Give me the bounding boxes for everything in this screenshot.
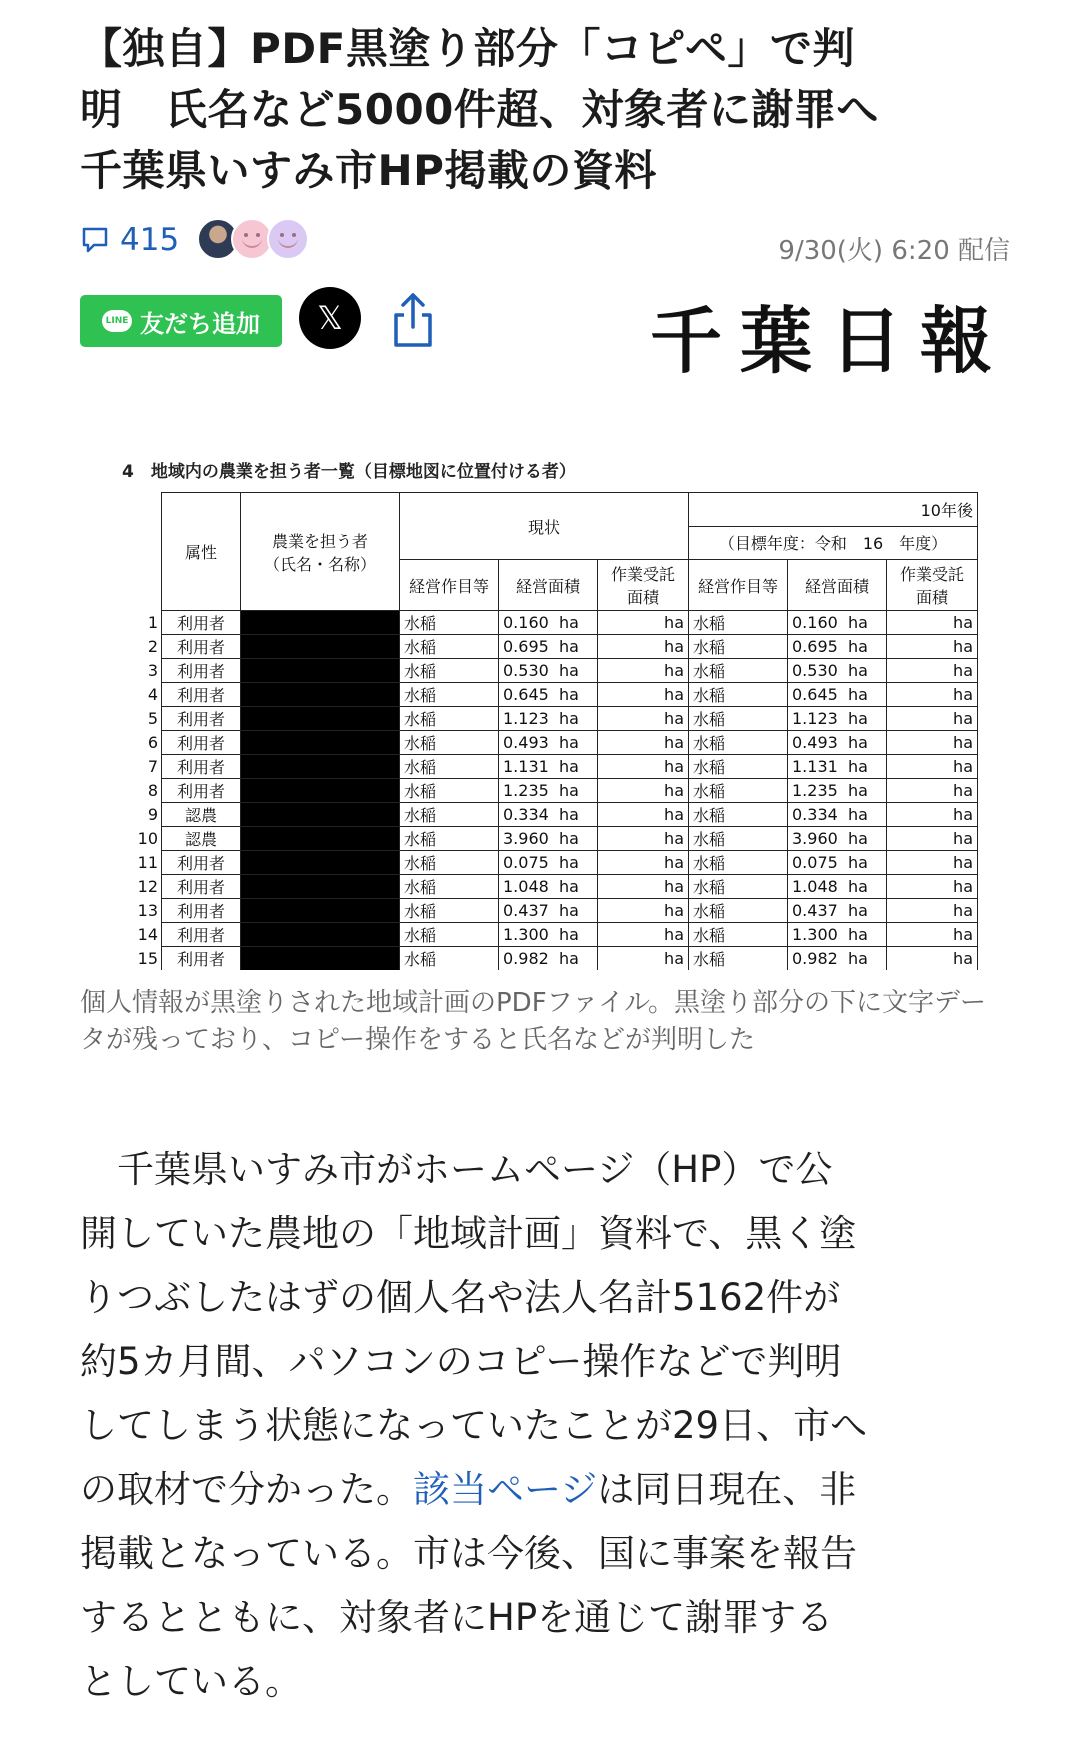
contract-cell: ha [887, 659, 978, 683]
area-cell: 1.048 ha [788, 875, 887, 899]
redacted-name-cell [241, 683, 400, 707]
area-cell: 1.131 ha [499, 755, 598, 779]
table-row [130, 875, 978, 899]
table-row [130, 611, 978, 635]
share-icon[interactable] [390, 291, 436, 349]
body-line: してしまう状態になっていたことが29日、市へ [80, 1404, 868, 1447]
area-cell: 0.493 ha [788, 731, 887, 755]
table-row [130, 683, 978, 707]
attribute-cell: 認農 [162, 803, 241, 827]
table-row [130, 779, 978, 803]
crop-cell: 水稲 [689, 923, 788, 947]
contract-cell: ha [887, 731, 978, 755]
area-cell: 0.160 ha [499, 611, 598, 635]
crop-cell: 水稲 [689, 611, 788, 635]
crop-cell: 水稲 [689, 851, 788, 875]
table-row [130, 731, 978, 755]
row-number: 12 [137, 877, 158, 896]
crop-cell: 水稲 [400, 731, 499, 755]
redacted-name-cell [241, 707, 400, 731]
contract-cell: ha [887, 899, 978, 923]
article-headline [80, 18, 980, 201]
row-number: 14 [137, 925, 158, 944]
row-number: 1 [147, 613, 158, 632]
row-number: 10 [137, 829, 158, 848]
redacted-name-cell [241, 755, 400, 779]
row-number: 5 [147, 709, 158, 728]
crop-cell: 水稲 [689, 683, 788, 707]
body-line: するとともに、対象者にHPを通じて謝罪する [80, 1596, 834, 1639]
related-page-link[interactable]: 該当ページ [413, 1468, 598, 1511]
header-farmer: 農業を担う者 （氏名・名称） [241, 493, 400, 611]
contract-cell: ha [598, 947, 689, 971]
photo-caption: 個人情報が黒塗りされた地域計画のPDFファイル。黒塗り部分の下に文字データが残っており、コピー操作をすると氏名などが判明した [80, 988, 987, 1055]
table-row [130, 659, 978, 683]
body-text-fragment: の取材で分かった。 [80, 1468, 413, 1511]
share-row [80, 287, 1010, 383]
contract-cell: ha [887, 779, 978, 803]
contract-cell: ha [598, 683, 689, 707]
table-row [130, 755, 978, 779]
table-row [130, 851, 978, 875]
line-button-label: 友だち追加 [140, 309, 260, 338]
contract-cell: ha [887, 947, 978, 971]
attribute-cell: 利用者 [162, 611, 241, 635]
contract-cell: ha [598, 875, 689, 899]
crop-cell: 水稲 [400, 611, 499, 635]
area-cell: 0.437 ha [788, 899, 887, 923]
contract-cell: ha [598, 707, 689, 731]
row-number: 6 [147, 733, 158, 752]
contract-cell: ha [598, 611, 689, 635]
crop-cell: 水稲 [400, 659, 499, 683]
farmer-table [130, 492, 978, 970]
article-body [80, 1138, 1010, 1714]
contract-cell: ha [598, 899, 689, 923]
attribute-cell: 利用者 [162, 731, 241, 755]
publisher-logo: 千葉日報 [649, 298, 1010, 383]
document-caption: 4 地域内の農業を担う者一覧（目標地図に位置付ける者） [122, 462, 576, 482]
area-cell: 0.334 ha [499, 803, 598, 827]
redacted-name-cell [241, 827, 400, 851]
row-number: 7 [147, 757, 158, 776]
contract-cell: ha [887, 611, 978, 635]
crop-cell: 水稲 [689, 731, 788, 755]
contract-cell: ha [887, 923, 978, 947]
body-line: 開していた農地の「地域計画」資料で、黒く塗 [80, 1212, 857, 1255]
attribute-cell: 利用者 [162, 659, 241, 683]
body-line: 約5カ月間、パソコンのコピー操作などで判明 [80, 1340, 842, 1383]
redacted-name-cell [241, 899, 400, 923]
document-image[interactable] [80, 440, 1010, 970]
table-row [130, 947, 978, 971]
redacted-name-cell [241, 851, 400, 875]
area-cell: 0.695 ha [499, 635, 598, 659]
comment-count: 415 [120, 222, 180, 258]
header-future-top: 10年後 [689, 493, 978, 527]
body-text-fragment: は同日現在、非 [597, 1468, 857, 1511]
crop-cell: 水稲 [400, 707, 499, 731]
header-future-sub: （目標年度：令和 16 年度） [689, 526, 978, 560]
table-row [130, 923, 978, 947]
contract-cell: ha [887, 827, 978, 851]
header-current: 現状 [400, 493, 689, 560]
meta-row [80, 218, 1010, 268]
attribute-cell: 利用者 [162, 875, 241, 899]
crop-cell: 水稲 [689, 659, 788, 683]
contract-cell: ha [598, 635, 689, 659]
body-line: りつぶしたはずの個人名や法人名計5162件が [80, 1276, 841, 1319]
body-line: 掲載となっている。市は今後、国に事案を報告 [80, 1532, 857, 1575]
attribute-cell: 利用者 [162, 707, 241, 731]
contract-cell: ha [887, 875, 978, 899]
crop-cell: 水稲 [400, 803, 499, 827]
redacted-name-cell [241, 635, 400, 659]
area-cell: 0.982 ha [788, 947, 887, 971]
area-cell: 0.530 ha [499, 659, 598, 683]
area-cell: 0.160 ha [788, 611, 887, 635]
attribute-cell: 利用者 [162, 683, 241, 707]
row-number: 11 [137, 853, 158, 872]
redacted-name-cell [241, 659, 400, 683]
line-add-friend-button[interactable] [80, 295, 282, 347]
crop-cell: 水稲 [689, 947, 788, 971]
header-contract: 作業受託 面積 [887, 560, 978, 611]
crop-cell: 水稲 [689, 827, 788, 851]
area-cell: 1.123 ha [788, 707, 887, 731]
attribute-cell: 利用者 [162, 923, 241, 947]
row-number: 15 [137, 949, 158, 968]
contract-cell: ha [887, 851, 978, 875]
row-number: 3 [147, 661, 158, 680]
contract-cell: ha [887, 755, 978, 779]
contract-cell: ha [887, 635, 978, 659]
area-cell: 0.645 ha [499, 683, 598, 707]
smile-avatar-icon [267, 218, 309, 260]
comment-icon [80, 225, 110, 255]
contract-cell: ha [598, 779, 689, 803]
area-cell: 0.334 ha [788, 803, 887, 827]
crop-cell: 水稲 [400, 899, 499, 923]
area-cell: 3.960 ha [499, 827, 598, 851]
redacted-name-cell [241, 803, 400, 827]
contract-cell: ha [598, 923, 689, 947]
crop-cell: 水稲 [689, 755, 788, 779]
headline-line: 明 氏名など5000件超、対象者に謝罪へ [80, 85, 879, 134]
area-cell: 1.131 ha [788, 755, 887, 779]
crop-cell: 水稲 [689, 779, 788, 803]
crop-cell: 水稲 [400, 683, 499, 707]
area-cell: 1.300 ha [499, 923, 598, 947]
table-row [130, 899, 978, 923]
crop-cell: 水稲 [400, 875, 499, 899]
contract-cell: ha [887, 803, 978, 827]
crop-cell: 水稲 [689, 875, 788, 899]
crop-cell: 水稲 [400, 923, 499, 947]
reaction-avatars[interactable] [197, 218, 317, 262]
body-line [80, 1458, 1010, 1522]
crop-cell: 水稲 [400, 947, 499, 971]
row-number: 2 [147, 637, 158, 656]
row-number: 13 [137, 901, 158, 920]
redacted-name-cell [241, 947, 400, 971]
body-line: としている。 [80, 1660, 302, 1703]
crop-cell: 水稲 [689, 899, 788, 923]
attribute-cell: 利用者 [162, 779, 241, 803]
redacted-name-cell [241, 779, 400, 803]
attribute-cell: 認農 [162, 827, 241, 851]
attribute-cell: 利用者 [162, 899, 241, 923]
area-cell: 0.530 ha [788, 659, 887, 683]
crop-cell: 水稲 [400, 827, 499, 851]
area-cell: 0.075 ha [499, 851, 598, 875]
crop-cell: 水稲 [400, 635, 499, 659]
area-cell: 3.960 ha [788, 827, 887, 851]
crop-cell: 水稲 [689, 707, 788, 731]
x-logo-icon: 𝕏 [317, 299, 343, 337]
area-cell: 0.437 ha [499, 899, 598, 923]
contract-cell: ha [598, 755, 689, 779]
table-row [130, 827, 978, 851]
contract-cell: ha [887, 683, 978, 707]
crop-cell: 水稲 [400, 851, 499, 875]
headline-line: 【独自】PDF黒塗り部分「コピペ」で判 [80, 24, 855, 73]
crop-cell: 水稲 [400, 779, 499, 803]
contract-cell: ha [598, 803, 689, 827]
header-crop: 経営作目等 [400, 560, 499, 611]
area-cell: 0.982 ha [499, 947, 598, 971]
publish-date: 9/30(火) 6:20 配信 [778, 236, 1010, 266]
header-crop: 経営作目等 [689, 560, 788, 611]
attribute-cell: 利用者 [162, 755, 241, 779]
header-attribute: 属性 [162, 493, 241, 611]
area-cell: 0.075 ha [788, 851, 887, 875]
attribute-cell: 利用者 [162, 851, 241, 875]
line-icon: LINE [102, 310, 132, 332]
body-line: 千葉県いすみ市がホームページ（HP）で公 [80, 1148, 833, 1191]
redacted-name-cell [241, 875, 400, 899]
table-row [130, 635, 978, 659]
area-cell: 1.300 ha [788, 923, 887, 947]
header-contract: 作業受託 面積 [598, 560, 689, 611]
area-cell: 1.235 ha [499, 779, 598, 803]
crop-cell: 水稲 [689, 803, 788, 827]
redacted-name-cell [241, 923, 400, 947]
area-cell: 1.235 ha [788, 779, 887, 803]
redacted-name-cell [241, 611, 400, 635]
row-number: 9 [147, 805, 158, 824]
area-cell: 1.048 ha [499, 875, 598, 899]
area-cell: 1.123 ha [499, 707, 598, 731]
area-cell: 0.493 ha [499, 731, 598, 755]
contract-cell: ha [598, 851, 689, 875]
header-area: 経営面積 [499, 560, 598, 611]
area-cell: 0.645 ha [788, 683, 887, 707]
contract-cell: ha [598, 827, 689, 851]
contract-cell: ha [598, 731, 689, 755]
contract-cell: ha [887, 707, 978, 731]
attribute-cell: 利用者 [162, 635, 241, 659]
table-row [130, 707, 978, 731]
crop-cell: 水稲 [400, 755, 499, 779]
row-number: 8 [147, 781, 158, 800]
contract-cell: ha [598, 659, 689, 683]
crop-cell: 水稲 [689, 635, 788, 659]
area-cell: 0.695 ha [788, 635, 887, 659]
table-row [130, 803, 978, 827]
header-area: 経営面積 [788, 560, 887, 611]
x-share-button[interactable] [299, 287, 361, 349]
row-number: 4 [147, 685, 158, 704]
attribute-cell: 利用者 [162, 947, 241, 971]
comment-link[interactable] [80, 222, 179, 258]
redacted-name-cell [241, 731, 400, 755]
headline-line: 千葉県いすみ市HP掲載の資料 [80, 146, 657, 195]
